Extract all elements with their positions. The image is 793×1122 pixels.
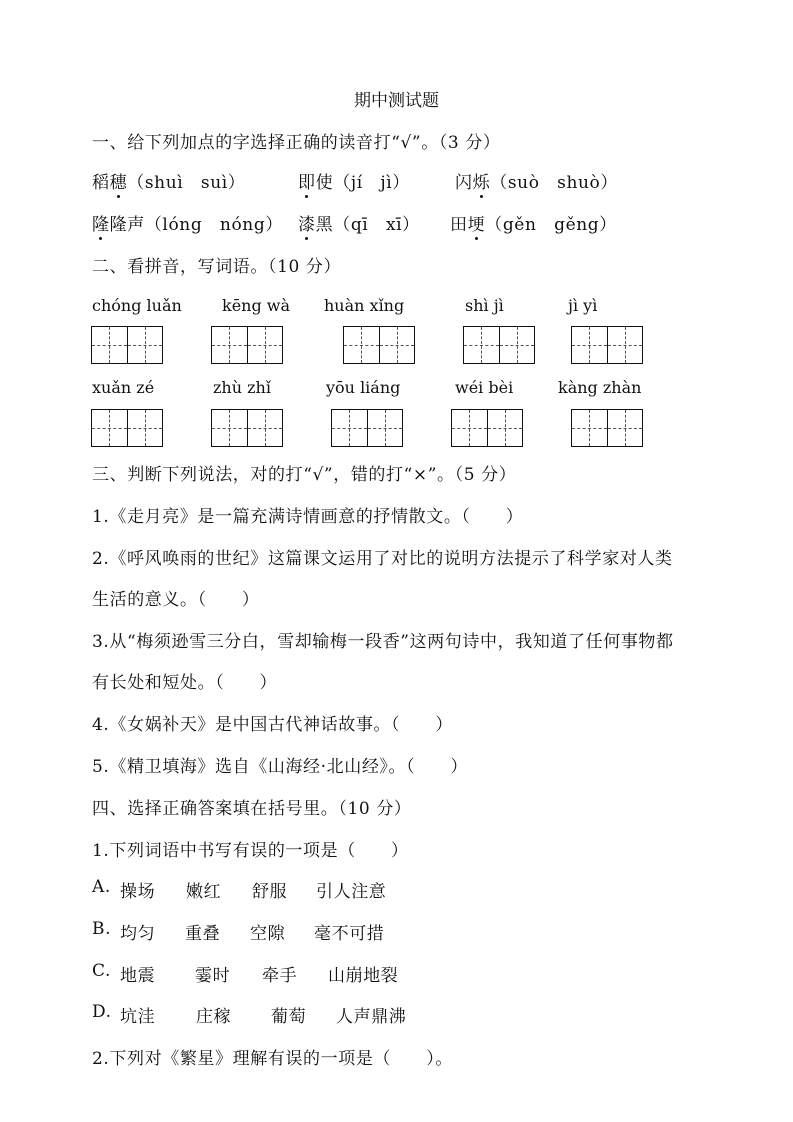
dotted-char: 隆 xyxy=(92,210,110,235)
option-word: 庄稼 xyxy=(196,1007,232,1027)
question-2: 2.下列对《繁星》理解有误的一项是（ ）。 xyxy=(92,1049,453,1069)
reading-options: （qī xī） xyxy=(333,215,420,235)
char: 稻 xyxy=(92,173,110,193)
writing-grid[interactable] xyxy=(343,326,415,364)
pinyin-label: huàn xǐng xyxy=(324,296,405,315)
pronunciation-item xyxy=(92,210,283,235)
option-a xyxy=(92,877,387,902)
statement-item: 4.《女娲补天》是中国古代神话故事。（ ） xyxy=(92,715,453,735)
option-word: 坑洼 xyxy=(120,1007,156,1027)
pronunciation-item xyxy=(450,210,617,235)
writing-grid[interactable] xyxy=(91,326,163,364)
option-b xyxy=(92,919,385,944)
question-1: 1.下列词语中书写有误的一项是（ ） xyxy=(92,841,409,861)
statement-item: 1.《走月亮》是一篇充满诗情画意的抒情散文。（ ） xyxy=(92,507,524,527)
char: 使 xyxy=(315,173,334,193)
statement-item: 3.从“梅须逊雪三分白，雪却输梅一段香”这两句诗中，我知道了任何事物都 xyxy=(92,632,674,652)
option-word: 霎时 xyxy=(195,966,231,986)
option-label: A. xyxy=(92,877,111,897)
reading-options: （suò shuò） xyxy=(490,173,618,193)
reading-options: （gěn gěng） xyxy=(485,215,617,235)
reading-options: （shuì suì） xyxy=(127,173,246,193)
section3-heading: 三、判断下列说法，对的打“√”，错的打“×”。（5 分） xyxy=(92,465,517,485)
char: 闪 xyxy=(455,173,473,193)
section4-heading: 四、选择正确答案填在括号里。（10 分） xyxy=(92,799,412,819)
pinyin-label: yōu liáng xyxy=(326,378,401,397)
writing-grid[interactable] xyxy=(331,409,403,447)
char: 田 xyxy=(450,215,468,235)
option-label: C. xyxy=(92,961,112,981)
pronunciation-item xyxy=(455,168,618,193)
char: 隆声 xyxy=(109,215,145,235)
option-word: 山崩地裂 xyxy=(328,966,399,986)
pinyin-label: kēng wà xyxy=(222,296,291,315)
section1-heading: 一、给下列加点的字选择正确的读音打“√”。（3 分） xyxy=(92,133,501,153)
pinyin-label: chóng luǎn xyxy=(92,296,182,315)
writing-grid[interactable] xyxy=(211,409,283,447)
option-word: 均匀 xyxy=(120,924,156,944)
option-label: D. xyxy=(92,1002,112,1022)
pinyin-label: zhù zhǐ xyxy=(213,378,271,397)
pinyin-label: shì jì xyxy=(465,296,504,315)
dotted-char: 穗 xyxy=(110,168,128,193)
pronunciation-item xyxy=(298,210,420,235)
writing-grid[interactable] xyxy=(451,409,523,447)
reading-options: （jí jì） xyxy=(333,173,410,193)
option-word: 引人注意 xyxy=(316,882,387,902)
page-title: 期中测试题 xyxy=(354,91,439,111)
statement-item-continued: 有长处和短处。（ ） xyxy=(92,673,278,693)
pinyin-label: wéi bèi xyxy=(455,378,514,397)
dotted-char: 即 xyxy=(298,168,316,193)
option-label: B. xyxy=(92,919,112,939)
writing-grid[interactable] xyxy=(571,326,643,364)
pronunciation-item xyxy=(92,168,245,193)
dotted-char: 烁 xyxy=(473,168,491,193)
statement-item: 5.《精卫填海》选自《山海经·北山经》。（ ） xyxy=(92,757,469,777)
option-word: 重叠 xyxy=(185,924,221,944)
writing-grid[interactable] xyxy=(211,326,283,364)
option-word: 葡萄 xyxy=(271,1007,307,1027)
char: 黑 xyxy=(315,215,334,235)
option-word: 毫不可措 xyxy=(314,924,385,944)
option-word: 地震 xyxy=(120,966,156,986)
writing-grid[interactable] xyxy=(571,409,643,447)
option-d xyxy=(92,1002,407,1027)
option-word: 人声鼎沸 xyxy=(336,1007,407,1027)
pinyin-label: jì yì xyxy=(568,296,598,315)
statement-item-continued: 生活的意义。（ ） xyxy=(92,590,260,610)
pronunciation-item xyxy=(298,168,410,193)
option-c xyxy=(92,961,399,986)
option-word: 牵手 xyxy=(262,966,298,986)
pinyin-label: kàng zhàn xyxy=(558,378,642,397)
option-word: 操场 xyxy=(120,882,156,902)
writing-grid[interactable] xyxy=(91,409,163,447)
option-word: 空隙 xyxy=(250,924,286,944)
option-word: 嫩红 xyxy=(186,882,222,902)
statement-item: 2.《呼风唤雨的世纪》这篇课文运用了对比的说明方法提示了科学家对人类 xyxy=(92,549,673,569)
reading-options: （lóng nóng） xyxy=(144,215,283,235)
pinyin-label: xuǎn zé xyxy=(92,378,155,397)
option-word: 舒服 xyxy=(252,882,288,902)
section2-heading: 二、看拼音，写词语。（10 分） xyxy=(92,257,342,277)
dotted-char: 漆 xyxy=(298,210,316,235)
writing-grid[interactable] xyxy=(463,326,535,364)
dotted-char: 埂 xyxy=(468,210,486,235)
